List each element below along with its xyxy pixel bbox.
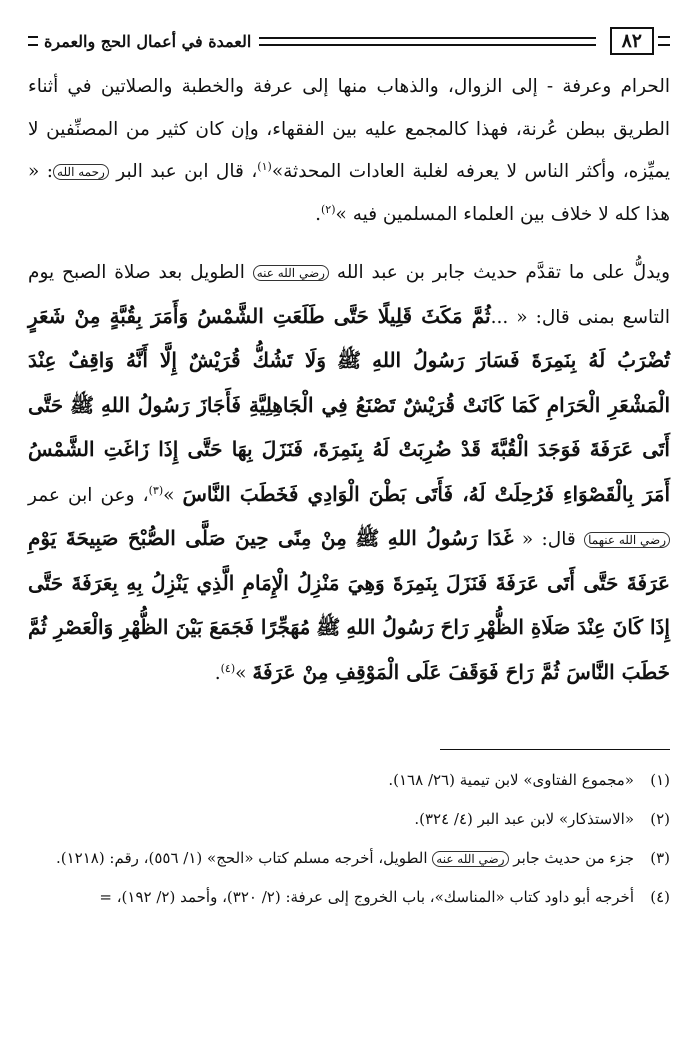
- salawat-glyph: ﷺ: [316, 615, 341, 639]
- salutation-glyph: رضي الله عنه: [253, 265, 329, 281]
- footnote-ref-4: (٤): [220, 661, 236, 675]
- footnote-4: [28, 881, 670, 914]
- paragraph-text: .: [214, 662, 221, 684]
- paragraph-text: الحرام وعرفة - إلى الزوال، والذهاب منها إلى عرفة والخطبة والصلاتين في أثناء الطريق ببطن عُرنة، فهذا كالمجمع عليه بين الفقهاء، وإن كان كثير من المصنِّفين لا يميِّزه، وأكثر الناس لا يعرفه لغلبة العادات المحدثة»: [28, 76, 671, 182]
- header-ornament-left: [28, 36, 38, 46]
- footnote-text-wrapper: [28, 842, 634, 875]
- paragraph-text: ويدلُّ على ما تقدَّم حديث جابر بن عبد الله: [336, 262, 671, 283]
- footnote-1: [28, 764, 670, 797]
- paragraph-1: [28, 66, 670, 236]
- quote-text: : « هذا كله لا خلاف بين العلماء المسلمين فيه »: [28, 161, 670, 225]
- footnote-2: [28, 803, 670, 836]
- footnote-ref-2: (٢): [320, 202, 336, 216]
- footnote-number: (١): [650, 771, 670, 789]
- hadith-text: ثُمَّ مَكَثَ قَلِيلًا حَتَّى طَلَعَتِ الشَّمْسُ وَأَمَرَ بِقُبَّةٍ مِنْ شَعَرٍ تُضْرَبُ لَهُ بِنَمِرَةَ فَسَارَ رَسُولُ اللهِ: [28, 303, 670, 372]
- footnote-text: «الاستذكار» لابن عبد البر (٤/ ٣٢٤).: [414, 810, 634, 828]
- salawat-glyph: ﷺ: [69, 392, 95, 417]
- hadith-text: حَتَّى أَتَى عَرَفَةَ فَوَجَدَ الْقُبَّةَ قَدْ ضُرِبَتْ لَهُ بِنَمِرَةَ، فَنَزَلَ بِهَا حَتَّى إِذَا زَاغَتِ الشَّمْسُ أَمَرَ بِالْقَصْوَاءِ فَرُحِلَتْ لَهُ، فَأَتَى بَطْنَ الْوَادِي فَخَطَبَ النَّاسَ: [28, 392, 671, 506]
- footnote-number: (٣): [650, 849, 670, 867]
- footnote-separator: [440, 749, 670, 750]
- footnotes: [28, 764, 670, 920]
- footnote-text: «مجموع الفتاوى» لابن تيمية (٢٦/ ١٦٨).: [388, 771, 634, 789]
- hadith-text: غَدَا رَسُولُ اللهِ: [387, 526, 514, 550]
- header-rule: [259, 37, 595, 46]
- header-ornament-right: [658, 36, 670, 46]
- footnote-text: أخرجه أبو داود كتاب «المناسك»، باب الخروج إلى عرفة: (٢/ ٣٢٠)، وأحمد (٢/ ١٩٢)، =: [99, 888, 634, 906]
- footnote-ref-1: (١): [257, 159, 272, 173]
- salawat-glyph: ﷺ: [355, 526, 380, 550]
- paragraph-text: الطويل بعد صلاة الصبح يوم التاسع بمنى قال: « ...: [28, 262, 671, 328]
- salawat-glyph: ﷺ: [336, 348, 362, 372]
- running-header: [28, 26, 670, 56]
- footnote-ref-3: (٣): [148, 483, 164, 497]
- hadith-text: مُهَجِّرًا فَجَمَعَ بَيْنَ الظُّهْرِ وَالْعَصْرِ ثُمَّ خَطَبَ النَّاسَ ثُمَّ رَاحَ فَوَقَفَ عَلَى الْمَوْقِفِ مِنْ عَرَفَةَ: [28, 615, 670, 684]
- quote-mark: »: [163, 484, 183, 506]
- page: [28, 26, 670, 1036]
- paragraph-2: [28, 252, 670, 695]
- paragraph-text: قال: «: [513, 529, 576, 550]
- footnote-3: [28, 842, 670, 875]
- paragraph-text: .: [315, 203, 321, 225]
- hadith-text: وَلَا تَشُكُّ قُرَيْشٌ إِلَّا أَنَّهُ وَاقِفٌ عِنْدَ الْمَشْعَرِ الْحَرَامِ كَمَا كَانَتْ قُرَيْشٌ تَصْنَعُ فِي الْجَاهِلِيَّةِ فَأَجَازَ رَسُولُ اللهِ: [28, 348, 670, 417]
- salutation-glyph: رضي الله عنه: [432, 851, 508, 867]
- footnote-text: جزء من حديث جابر: [513, 849, 634, 867]
- page-number: ٨٢: [610, 27, 654, 55]
- hadith-text: مِنْ مِنًى حِينَ صَلَّى الصُّبْحَ صَبِيحَةَ يَوْمِ عَرَفَةَ حَتَّى أَتَى عَرَفَةَ فَنَزَلَ بِنَمِرَةَ وَهِيَ مَنْزِلُ الْإِمَامِ الَّذِي يَنْزِلُ بِهِ بِعَرَفَةَ حَتَّى إِذَا كَانَ عِنْدَ صَلَاةِ الظُّهْرِ رَاحَ رَسُولُ اللهِ: [28, 526, 670, 639]
- salutation-glyph: رحمه الله: [53, 164, 109, 180]
- paragraph-text: ، وعن ابن عمر: [28, 484, 149, 506]
- paragraph-text: ، قال ابن عبد البر: [116, 161, 258, 182]
- quote-mark: »: [235, 662, 253, 684]
- footnote-text: الطويل، أخرجه مسلم كتاب «الحج» (١/ ٥٥٦)، رقم: (١٢١٨).: [55, 849, 428, 867]
- footnote-number: (٤): [650, 888, 670, 906]
- running-title: العمدة في أعمال الحج والعمرة: [44, 31, 252, 51]
- main-text: [28, 66, 670, 695]
- footnote-number: (٢): [650, 810, 670, 828]
- salutation-glyph: رضي الله عنهما: [584, 532, 670, 548]
